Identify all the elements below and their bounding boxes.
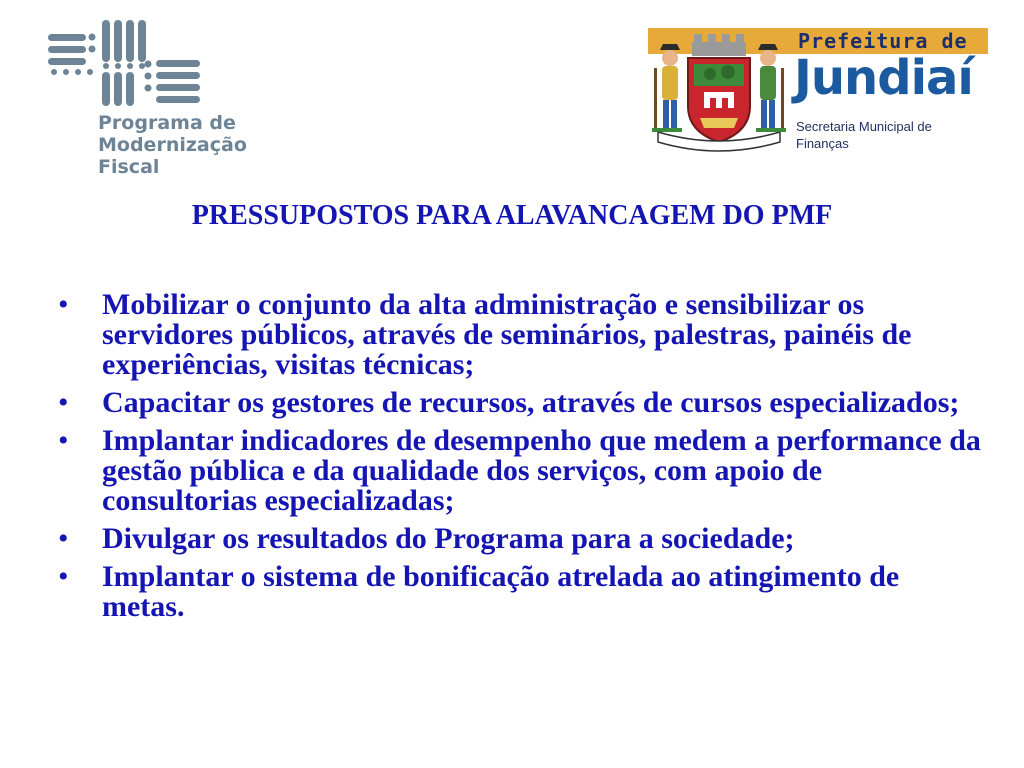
- bullet-dot-icon: •: [58, 522, 69, 555]
- prefeitura-label: Prefeitura de: [798, 29, 968, 53]
- bullet-dot-icon: •: [58, 386, 69, 419]
- pmf-logo-line-1: Programa de: [98, 112, 236, 134]
- slide-title: PRESSUPOSTOS PARA ALAVANCAGEM DO PMF: [191, 200, 833, 231]
- jundiai-logo: [648, 28, 990, 158]
- department-name: [796, 118, 932, 152]
- pmf-logo-mark-icon: [44, 16, 280, 112]
- bullet-item: [52, 388, 982, 418]
- bullet-item: [52, 426, 982, 516]
- bullet-text: Divulgar os resultados do Programa para a sociedade;: [102, 522, 795, 555]
- bullet-dot-icon: •: [58, 288, 69, 321]
- bullet-item: [52, 290, 982, 380]
- bullet-text: Mobilizar o conjunto da alta administração e sensibilizar os servidores públicos, através de seminários, palestras, painéis de experiências, visitas técnicas;: [102, 288, 912, 381]
- pmf-logo-text: [98, 112, 247, 178]
- pmf-logo: [44, 16, 280, 184]
- city-name: Jundiaí: [794, 50, 973, 106]
- bullet-text: Capacitar os gestores de recursos, através de cursos especializados;: [102, 386, 960, 419]
- bullet-dot-icon: •: [58, 560, 69, 593]
- department-line-1: Secretaria Municipal de: [796, 119, 932, 134]
- bullet-list: [52, 290, 982, 630]
- city-crest-icon: [648, 28, 790, 156]
- bullet-text: Implantar indicadores de desempenho que medem a performance da gestão pública e da qualidade dos serviços, com apoio de consultorias especializadas;: [102, 424, 981, 517]
- pmf-logo-line-2: Modernização: [98, 134, 247, 156]
- bullet-text: Implantar o sistema de bonificação atrelada ao atingimento de metas.: [102, 560, 900, 623]
- bullet-item: [52, 562, 982, 622]
- bullet-item: [52, 524, 982, 554]
- pmf-logo-line-3: Fiscal: [98, 156, 160, 178]
- department-line-2: Finanças: [796, 136, 849, 151]
- bullet-dot-icon: •: [58, 424, 69, 457]
